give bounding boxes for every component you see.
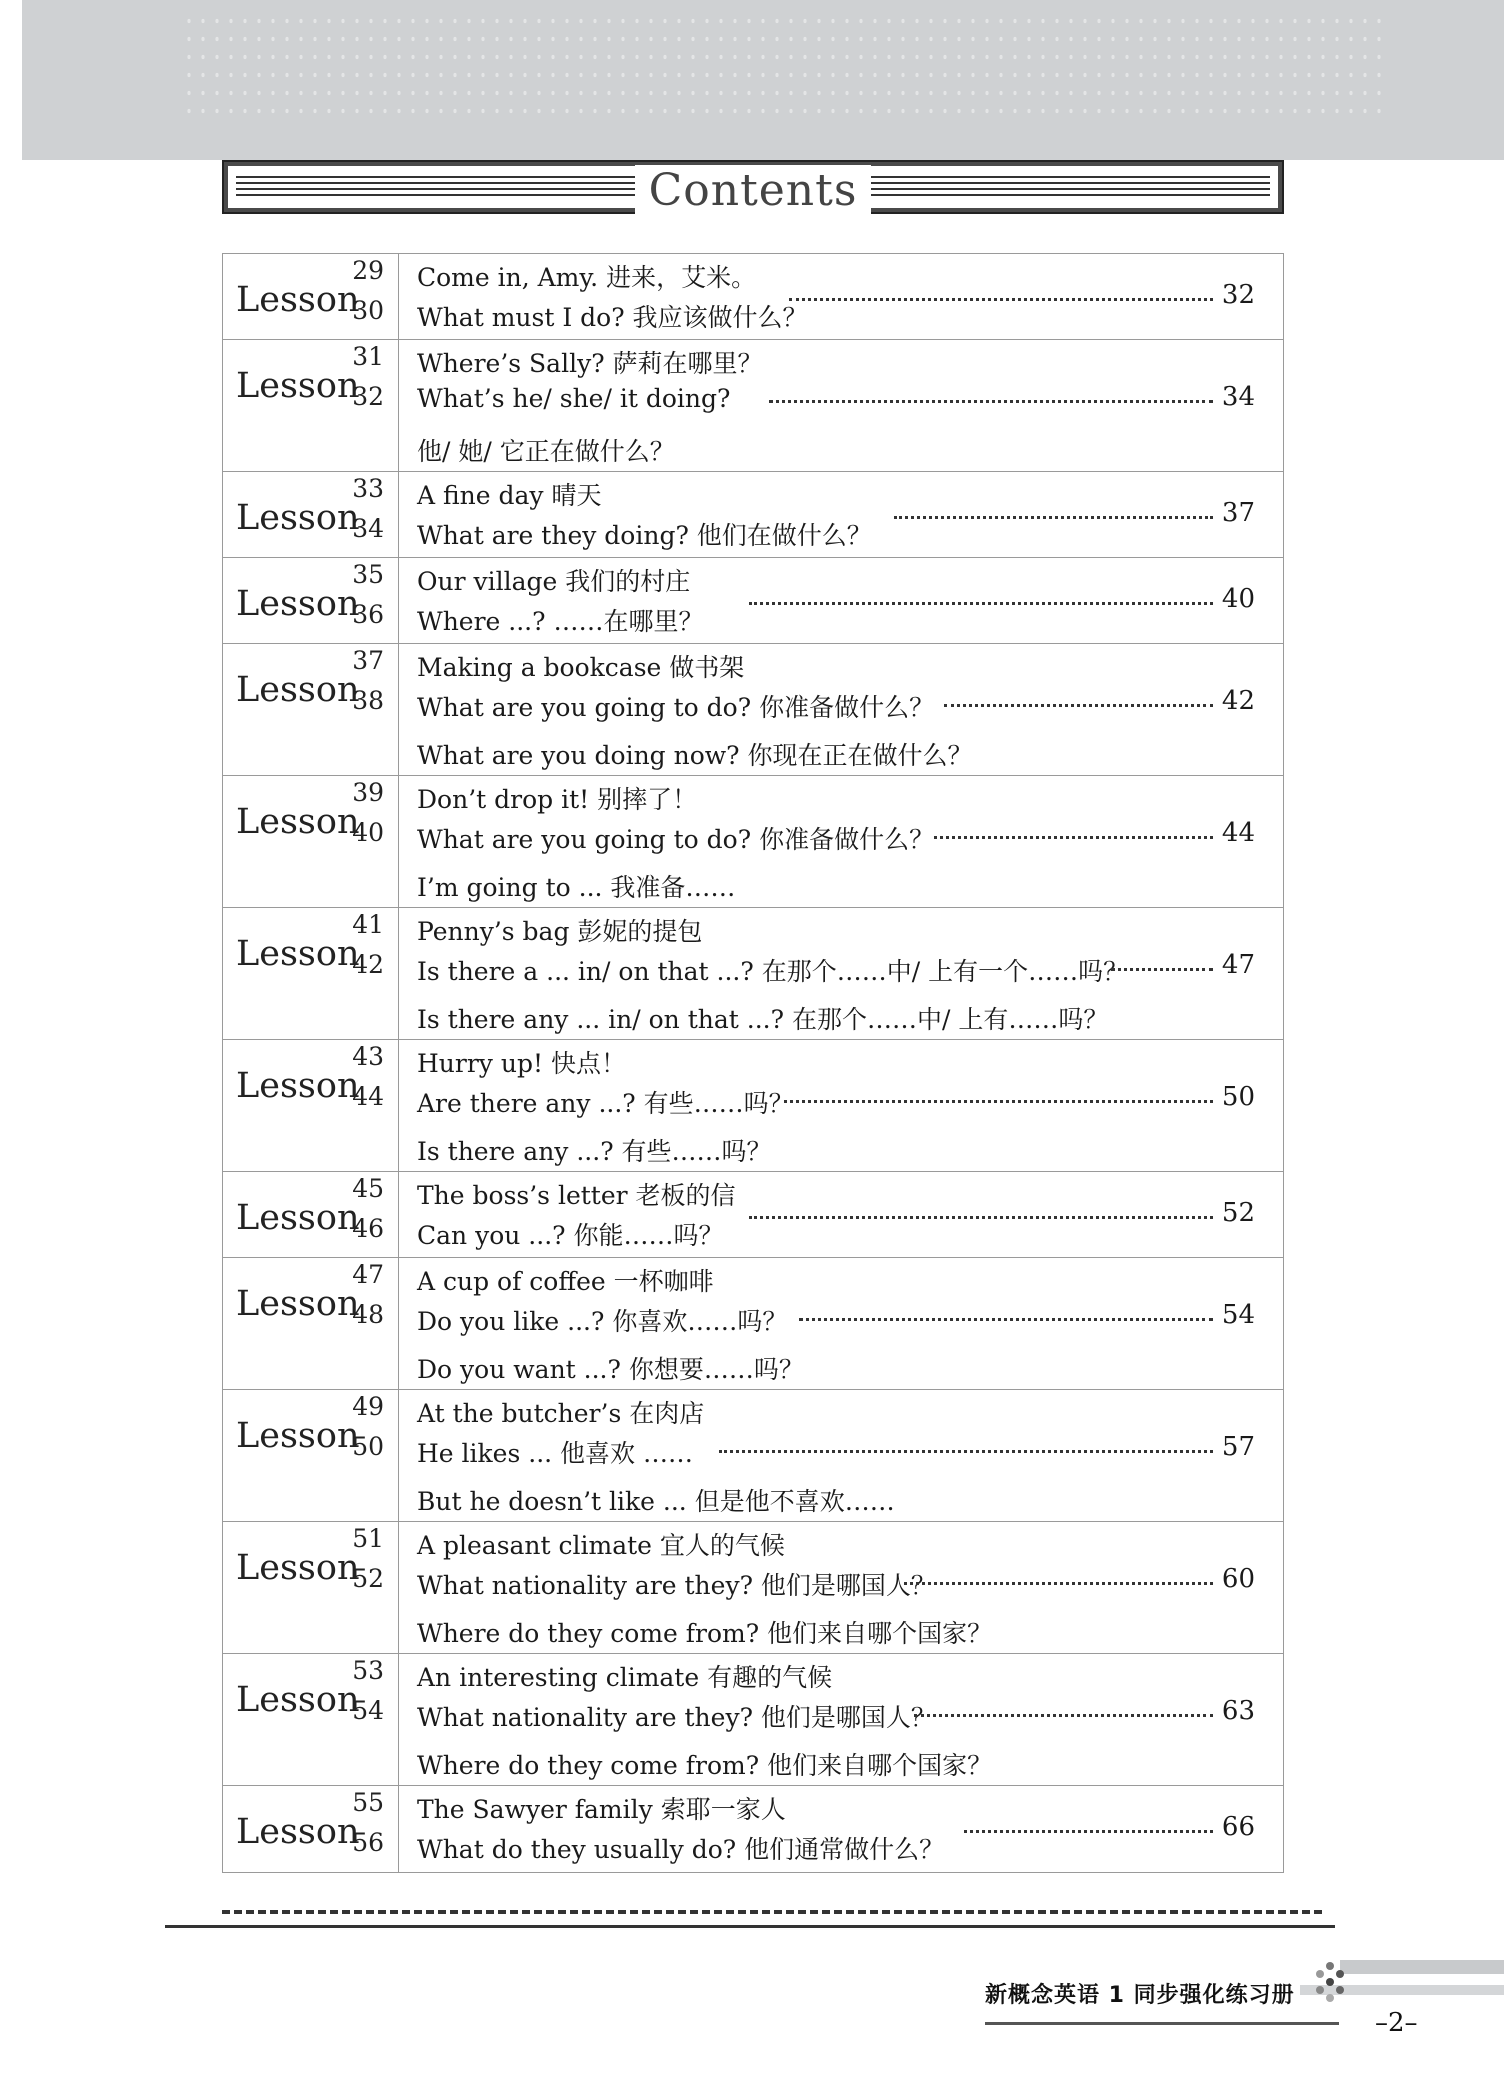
lesson-subtitle: What’s he/ she/ it doing? — [417, 384, 731, 413]
lesson-cell — [223, 1654, 399, 1785]
dot-leader — [894, 516, 1213, 519]
toc-row — [223, 558, 1283, 644]
lesson-subtitle: Is there any ...? 有些……吗？ — [417, 1137, 772, 1166]
lesson-number-second: 34 — [352, 514, 384, 543]
lesson-label: Lesson — [236, 934, 360, 974]
lesson-label: Lesson — [236, 1548, 360, 1588]
lesson-label: Lesson — [236, 1680, 360, 1720]
lesson-title: A fine day 晴天 — [417, 481, 602, 510]
lesson-content-cell — [399, 472, 1283, 557]
lesson-subtitle: Where ...? ……在哪里？ — [417, 607, 704, 636]
lesson-number-second: 36 — [352, 600, 384, 629]
lesson-number-first: 37 — [352, 646, 384, 675]
book-logo-icon — [1312, 1960, 1348, 2006]
lesson-content-cell — [399, 1654, 1283, 1785]
lesson-content-cell — [399, 776, 1283, 907]
page-ref: 52 — [1221, 1198, 1255, 1228]
lesson-title: The Sawyer family 索耶一家人 — [417, 1795, 786, 1824]
lesson-number-first: 53 — [352, 1656, 384, 1685]
lesson-label: Lesson — [236, 584, 360, 624]
lesson-cell — [223, 1172, 399, 1257]
page-ref: 47 — [1221, 950, 1255, 980]
dot-leader — [1111, 968, 1213, 971]
toc-row — [223, 776, 1283, 908]
lesson-subtitle: Is there a ... in/ on that ...? 在那个……中/ 上有一个……吗？ — [417, 957, 1129, 986]
lesson-cell — [223, 1390, 399, 1521]
lesson-content-cell — [399, 1522, 1283, 1653]
lesson-content-cell — [399, 908, 1283, 1039]
contents-table — [222, 253, 1284, 1873]
lesson-number-first: 33 — [352, 474, 384, 503]
lesson-number-first: 45 — [352, 1174, 384, 1203]
toc-row — [223, 644, 1283, 776]
lesson-subtitle: He likes ... 他喜欢 …… — [417, 1439, 693, 1468]
lesson-number-second: 40 — [352, 818, 384, 847]
lesson-cell — [223, 908, 399, 1039]
lesson-cell — [223, 1786, 399, 1872]
lesson-content-cell — [399, 254, 1283, 339]
lesson-number-first: 47 — [352, 1260, 384, 1289]
lesson-number-second: 50 — [352, 1432, 384, 1461]
lesson-subtitle: What nationality are they? 他们是哪国人？ — [417, 1703, 936, 1732]
lesson-content-cell — [399, 1258, 1283, 1389]
lesson-number-second: 56 — [352, 1828, 384, 1857]
lesson-title: Where’s Sally? 萨莉在哪里？ — [417, 349, 763, 378]
lesson-cell — [223, 340, 399, 471]
toc-row — [223, 908, 1283, 1040]
lesson-number-second: 38 — [352, 686, 384, 715]
lesson-number-second: 46 — [352, 1214, 384, 1243]
footer-underline — [985, 2022, 1339, 2025]
toc-row — [223, 1390, 1283, 1522]
lesson-subtitle: Is there any ... in/ on that ...? 在那个……中/ 上有……吗？ — [417, 1005, 1109, 1034]
lesson-subtitle: But he doesn’t like ... 但是他不喜欢…… — [417, 1487, 895, 1516]
page-ref: 57 — [1221, 1432, 1255, 1462]
dot-leader — [799, 1318, 1213, 1321]
page-ref: 44 — [1221, 818, 1255, 848]
lesson-cell — [223, 776, 399, 907]
lesson-label: Lesson — [236, 670, 360, 710]
footer-dashed-rule — [222, 1910, 1322, 1914]
lesson-title: Our village 我们的村庄 — [417, 567, 691, 596]
lesson-subtitle: Where do they come from? 他们来自哪个国家？ — [417, 1619, 993, 1648]
page-ref: 32 — [1221, 280, 1255, 310]
lesson-content-cell — [399, 558, 1283, 643]
lesson-subtitle: Do you want ...? 你想要……吗？ — [417, 1355, 804, 1384]
toc-row — [223, 1258, 1283, 1390]
dot-leader — [749, 602, 1213, 605]
toc-row — [223, 1172, 1283, 1258]
lesson-subtitle: 他/ 她/ 它正在做什么？ — [417, 437, 675, 466]
lesson-title: The boss’s letter 老板的信 — [417, 1181, 736, 1210]
lesson-cell — [223, 1258, 399, 1389]
lesson-label: Lesson — [236, 366, 360, 406]
toc-row — [223, 1654, 1283, 1786]
lesson-number-first: 39 — [352, 778, 384, 807]
lesson-number-first: 29 — [352, 256, 384, 285]
lesson-label: Lesson — [236, 280, 360, 320]
dot-leader — [914, 1714, 1213, 1717]
lesson-subtitle: What are they doing? 他们在做什么？ — [417, 521, 872, 550]
lesson-number-second: 44 — [352, 1082, 384, 1111]
dot-leader — [964, 1830, 1213, 1833]
dot-leader — [769, 400, 1213, 403]
page-number: –2– — [1375, 2008, 1418, 2038]
dot-leader — [934, 836, 1213, 839]
toc-row — [223, 1040, 1283, 1172]
lesson-subtitle: What nationality are they? 他们是哪国人？ — [417, 1571, 936, 1600]
lesson-cell — [223, 472, 399, 557]
header-band — [22, 0, 1504, 160]
lesson-title: An interesting climate 有趣的气候 — [417, 1663, 833, 1692]
lesson-number-second: 30 — [352, 296, 384, 325]
lesson-number-second: 32 — [352, 382, 384, 411]
lesson-content-cell — [399, 1040, 1283, 1171]
header-dot-pattern — [182, 12, 1382, 122]
lesson-subtitle: What are you doing now? 你现在正在做什么？ — [417, 741, 973, 770]
page-ref: 40 — [1221, 584, 1255, 614]
toc-row — [223, 472, 1283, 558]
lesson-number-second: 52 — [352, 1564, 384, 1593]
footer-swoosh — [1340, 1960, 1504, 1974]
lesson-cell — [223, 558, 399, 643]
lesson-label: Lesson — [236, 1416, 360, 1456]
lesson-title: Penny’s bag 彭妮的提包 — [417, 917, 703, 946]
lesson-label: Lesson — [236, 802, 360, 842]
lesson-number-second: 54 — [352, 1696, 384, 1725]
lesson-title: At the butcher’s 在肉店 — [417, 1399, 705, 1428]
lesson-subtitle: Where do they come from? 他们来自哪个国家？ — [417, 1751, 993, 1780]
lesson-cell — [223, 1522, 399, 1653]
lesson-content-cell — [399, 644, 1283, 775]
lesson-cell — [223, 644, 399, 775]
title-inner — [228, 165, 1278, 216]
lesson-title: Come in, Amy. 进来，艾米。 — [417, 263, 757, 292]
lesson-title: A pleasant climate 宜人的气候 — [417, 1531, 785, 1560]
page-ref: 34 — [1221, 382, 1255, 412]
lesson-subtitle: What do they usually do? 他们通常做什么？ — [417, 1835, 945, 1864]
dot-leader — [719, 1450, 1213, 1453]
lesson-label: Lesson — [236, 498, 360, 538]
dot-leader — [904, 1582, 1213, 1585]
lesson-label: Lesson — [236, 1812, 360, 1852]
dot-leader — [944, 704, 1213, 707]
page-ref: 42 — [1221, 686, 1255, 716]
lesson-title: Making a bookcase 做书架 — [417, 653, 745, 682]
lesson-number-first: 43 — [352, 1042, 384, 1071]
lesson-label: Lesson — [236, 1066, 360, 1106]
lesson-subtitle: Are there any ...? 有些……吗？ — [417, 1089, 794, 1118]
toc-row — [223, 1522, 1283, 1654]
toc-row — [223, 254, 1283, 340]
footer-solid-rule — [165, 1925, 1335, 1928]
lesson-subtitle: Do you like ...? 你喜欢……吗？ — [417, 1307, 788, 1336]
toc-row — [223, 340, 1283, 472]
dot-leader — [789, 298, 1213, 301]
lesson-content-cell — [399, 1390, 1283, 1521]
lesson-subtitle: What must I do? 我应该做什么？ — [417, 303, 808, 332]
title-bar — [222, 160, 1284, 214]
lesson-number-first: 51 — [352, 1524, 384, 1553]
page-ref: 60 — [1221, 1564, 1255, 1594]
lesson-content-cell — [399, 340, 1283, 471]
lesson-cell — [223, 254, 399, 339]
lesson-subtitle: I’m going to ... 我准备…… — [417, 873, 736, 902]
lesson-subtitle: What are you going to do? 你准备做什么？ — [417, 825, 935, 854]
lesson-title: A cup of coffee 一杯咖啡 — [417, 1267, 714, 1296]
lesson-number-second: 48 — [352, 1300, 384, 1329]
page-ref: 54 — [1221, 1300, 1255, 1330]
lesson-label: Lesson — [236, 1284, 360, 1324]
page-ref: 37 — [1221, 498, 1255, 528]
lesson-cell — [223, 1040, 399, 1171]
lesson-title: Hurry up! 快点！ — [417, 1049, 626, 1078]
lesson-number-first: 41 — [352, 910, 384, 939]
toc-row — [223, 1786, 1283, 1872]
lesson-subtitle: Can you ...? 你能……吗？ — [417, 1221, 724, 1250]
page-ref: 50 — [1221, 1082, 1255, 1112]
footer-book-title: 新概念英语 1 同步强化练习册 — [985, 1983, 1295, 2008]
lesson-title: Don’t drop it! 别摔了！ — [417, 785, 698, 814]
lesson-number-first: 55 — [352, 1788, 384, 1817]
page-ref: 63 — [1221, 1696, 1255, 1726]
page-ref: 66 — [1221, 1812, 1255, 1842]
lesson-number-first: 35 — [352, 560, 384, 589]
page-title: Contents — [635, 165, 872, 216]
lesson-label: Lesson — [236, 1198, 360, 1238]
lesson-number-first: 31 — [352, 342, 384, 371]
dot-leader — [749, 1216, 1213, 1219]
dot-leader — [784, 1100, 1213, 1103]
lesson-content-cell — [399, 1786, 1283, 1872]
lesson-number-first: 49 — [352, 1392, 384, 1421]
lesson-content-cell — [399, 1172, 1283, 1257]
lesson-number-second: 42 — [352, 950, 384, 979]
lesson-subtitle: What are you going to do? 你准备做什么？ — [417, 693, 935, 722]
